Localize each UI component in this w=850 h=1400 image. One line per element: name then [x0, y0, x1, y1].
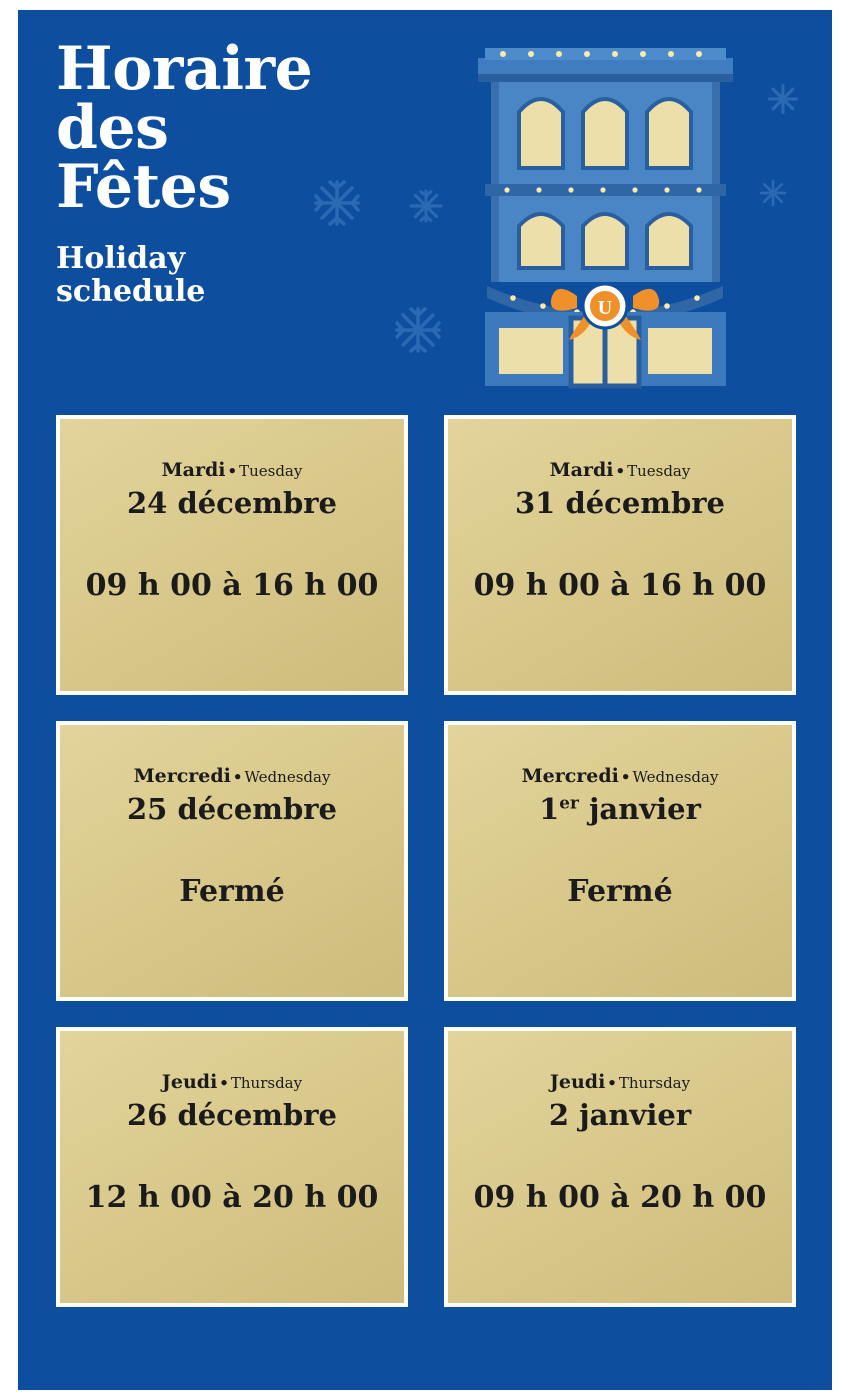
- title-en-line1: Holiday: [56, 241, 185, 277]
- poster-header: [18, 10, 832, 410]
- card-separator: •: [227, 462, 238, 480]
- card-day-row: [162, 459, 303, 481]
- poster-background: [18, 10, 832, 1390]
- card-day-row: [550, 459, 691, 481]
- card-date: 2 janvier: [548, 1098, 692, 1132]
- card-day-row: [134, 765, 331, 787]
- title-fr-line3: Fêtes: [56, 151, 231, 222]
- card-day-fr: Mercredi: [133, 765, 231, 787]
- card-date: 26 décembre: [127, 1098, 337, 1132]
- card-day-fr: Mardi: [161, 459, 226, 481]
- card-day-fr: Jeudi: [549, 1071, 606, 1093]
- snowflake-icon: [393, 305, 443, 359]
- card-hours: 09 h 00 à 20 h 00: [473, 1180, 767, 1215]
- card-separator: •: [620, 768, 631, 786]
- title-fr-line2: des: [56, 92, 169, 163]
- snowflake-icon: [758, 178, 788, 212]
- card-hours: 09 h 00 à 16 h 00: [473, 568, 767, 603]
- schedule-row: [56, 721, 796, 1001]
- card-day-fr: Mercredi: [521, 765, 619, 787]
- schedule-card: [444, 721, 796, 1001]
- card-hours: 09 h 00 à 16 h 00: [85, 568, 379, 603]
- card-day-en: Tuesday: [627, 462, 691, 480]
- card-separator: •: [219, 1074, 229, 1092]
- card-day-row: [162, 1071, 302, 1093]
- snowflake-icon: [312, 178, 362, 232]
- card-date: 25 décembre: [127, 792, 337, 826]
- page-subtitle-en: [56, 242, 476, 308]
- card-day-row: [550, 1071, 690, 1093]
- schedule-row: [56, 415, 796, 695]
- title-fr-line1: Horaire: [56, 34, 313, 104]
- card-day-en: Thursday: [230, 1074, 303, 1092]
- card-hours: Fermé: [179, 874, 285, 909]
- card-date: [539, 792, 701, 826]
- schedule-card: [56, 721, 408, 1001]
- schedule-card: [56, 1027, 408, 1307]
- card-separator: •: [607, 1074, 617, 1092]
- card-date-prefix: 1: [539, 792, 560, 826]
- schedule-card: [444, 1027, 796, 1307]
- schedule-card: [56, 415, 408, 695]
- card-date-suffix: janvier: [578, 792, 701, 826]
- card-day-en: Thursday: [618, 1074, 691, 1092]
- card-separator: •: [232, 768, 243, 786]
- card-day-en: Tuesday: [239, 462, 303, 480]
- storefront-illustration: [473, 40, 738, 390]
- card-date-ordinal: er: [559, 792, 579, 813]
- card-date: 31 décembre: [515, 486, 725, 520]
- card-hours: 12 h 00 à 20 h 00: [85, 1180, 379, 1215]
- card-day-en: Wednesday: [244, 768, 331, 786]
- snowflake-icon: [766, 82, 800, 120]
- card-hours: Fermé: [567, 874, 673, 909]
- title-en-line2: schedule: [56, 274, 206, 310]
- card-day-fr: Jeudi: [161, 1071, 218, 1093]
- card-day-row: [522, 765, 719, 787]
- store-logo-letter: U: [597, 297, 613, 319]
- card-date: 24 décembre: [127, 486, 337, 520]
- card-day-en: Wednesday: [632, 768, 719, 786]
- schedule-row: [56, 1027, 796, 1307]
- card-separator: •: [615, 462, 626, 480]
- schedule-grid: [56, 415, 796, 1333]
- title-block: [56, 34, 476, 310]
- card-day-fr: Mardi: [549, 459, 614, 481]
- schedule-card: [444, 415, 796, 695]
- snowflake-icon: [408, 188, 444, 228]
